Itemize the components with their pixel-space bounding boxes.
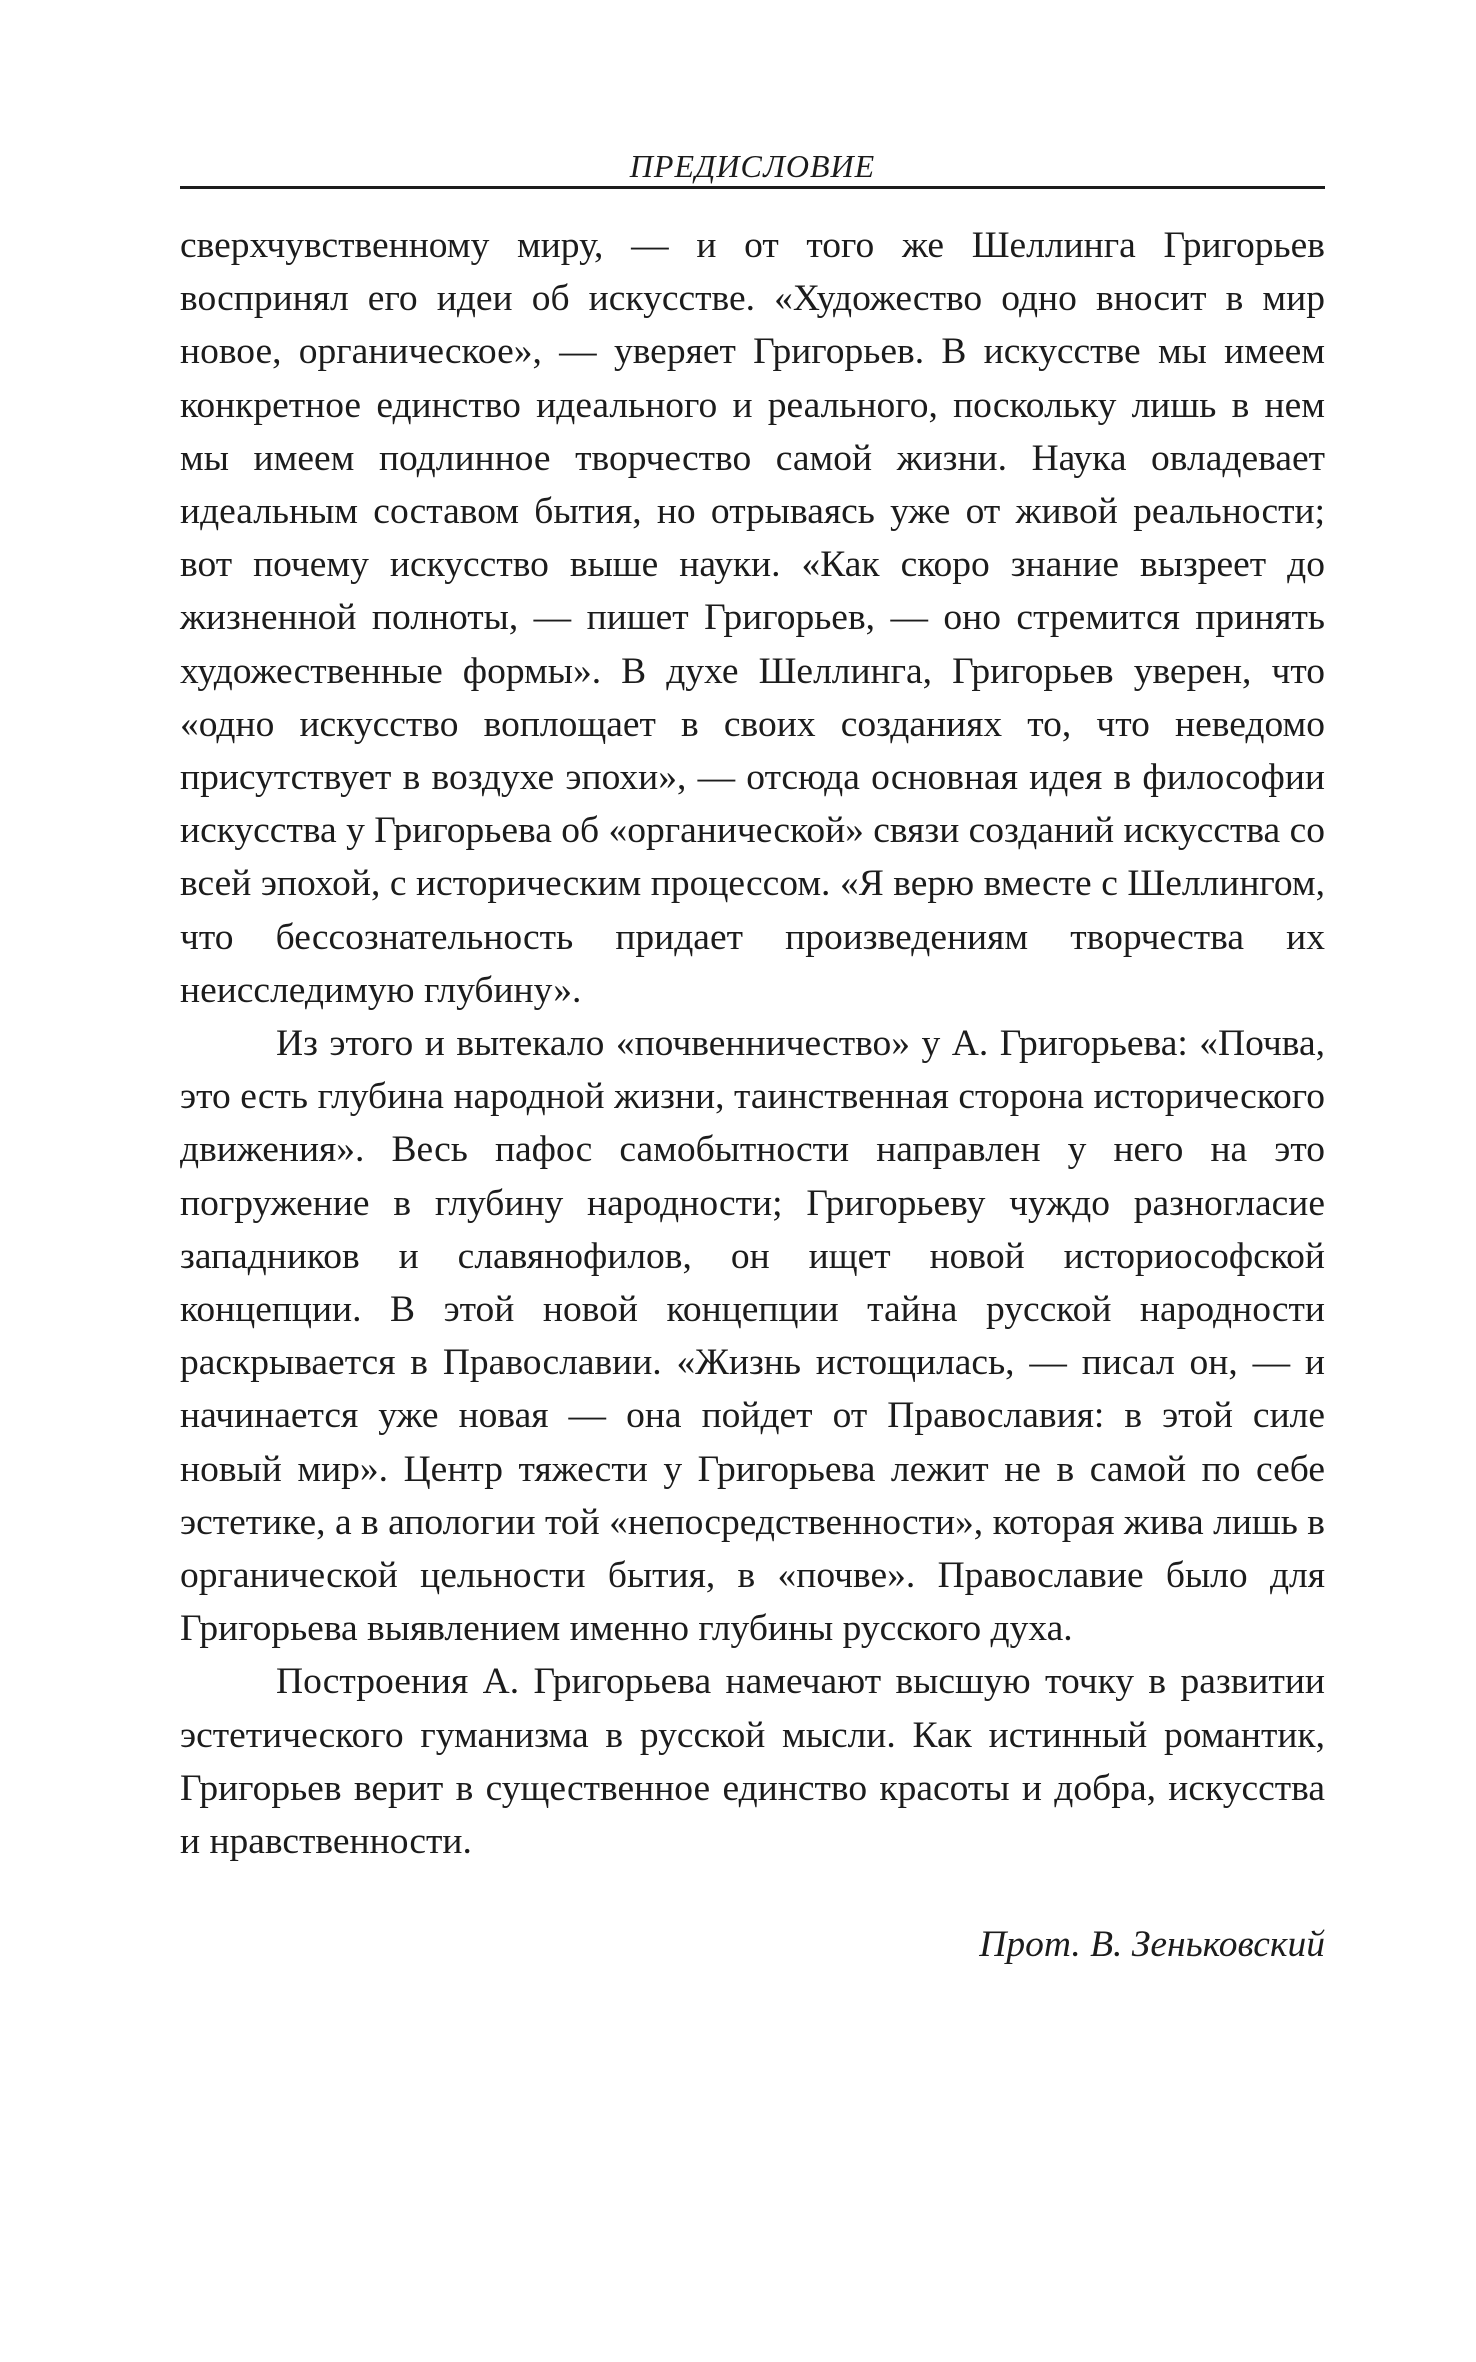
paragraph-3: Построения А. Григорьева намечают высшую точку в развитии эстетического гуманизма в русской мысли. Как истинный романтик, Григорьев верит в существенное единство красоты и добра, искусства и нравственности. xyxy=(180,1661,1325,1863)
page xyxy=(180,150,1325,1972)
paragraph-1: сверхчувственному миру, — и от того же Шеллинга Григорьев воспринял его идеи об искусстве. «Художество одно вносит в мир новое, органическое», — уверяет Григорьев. В искусстве мы имеем конкретное единство идеального и реального, поскольку лишь в нем мы имеем подлинное творчество самой жизни. Наука овладевает идеальным составом бытия, но отрываясь уже от живой реальности; вот почему искусство выше науки. «Как скоро знание вызреет до жизненной полноты, — пишет Григорьев, — оно стремится принять художественные формы». В духе Шеллинга, Григорьев уверен, что «одно искусство воплощает в своих созданиях то, что неведомо присутствует в воздухе эпохи», — отсюда основная идея в философии искусства у Григорьева об «органической» связи созданий искусства со всей эпохой, с историческим процессом. «Я верю вместе с Шеллингом, что бессознательность придает произведениям творчества их неисследимую глубину». xyxy=(180,225,1325,1011)
running-head: ПРЕДИСЛОВИЕ xyxy=(180,150,1325,189)
author-signature: Прот. В. Зеньковский xyxy=(979,1924,1325,1966)
paragraph-2: Из этого и вытекало «почвенничество» у А. Григорьева: «Почва, это есть глубина народной жизни, таинственная сторона исторического движения». Весь пафос самобытности направлен у него на это погружение в глубину народности; Григорьеву чуждо разногласие западников и славянофилов, он ищет новой историософской концепции. В этой новой концепции тайна русской народности раскрывается в Православии. «Жизнь истощилась, — писал он, — и начинается уже новая — она пойдет от Православия: в этой силе новый мир». Центр тяжести у Григорьева лежит не в самой по себе эстетике, а в апологии той «непосредственности», которая жива лишь в органической цельности бытия, в «почве». Православие было для Григорьева выявлением именно глубины русского духа. xyxy=(180,1023,1325,1650)
body-text xyxy=(180,219,1325,1868)
